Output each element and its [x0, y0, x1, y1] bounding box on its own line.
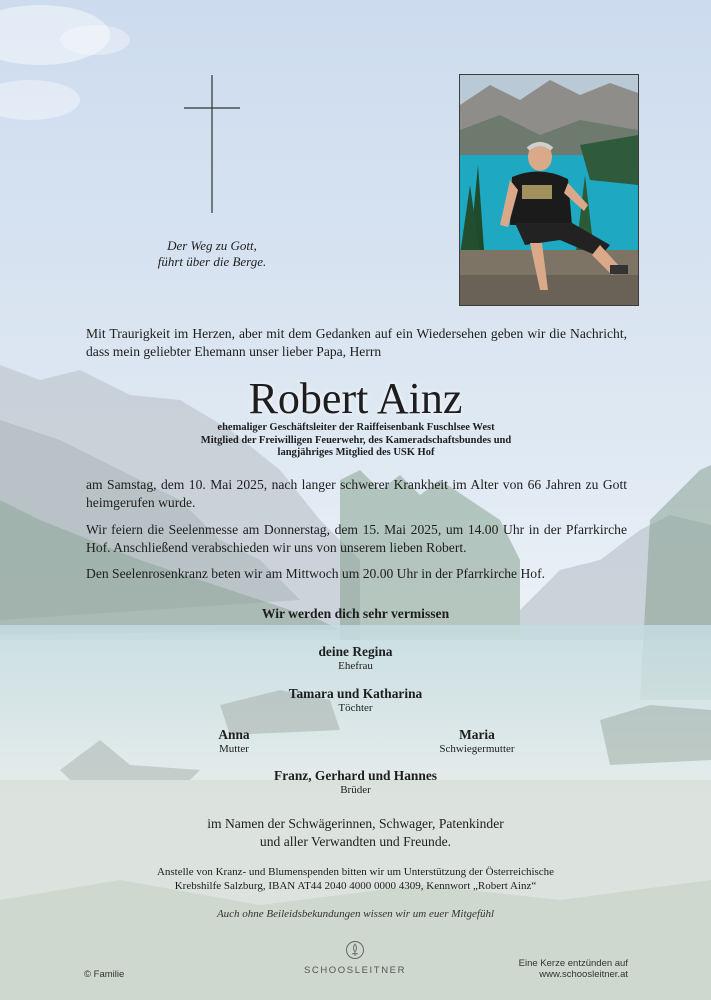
funeral-home-logo	[290, 940, 420, 976]
role-line-3: langjähriges Mitglied des USK Hof	[277, 447, 435, 458]
deceased-name: Robert Ainz	[248, 374, 463, 423]
portrait-photo	[459, 74, 639, 306]
mother-in-law-role: Schwiegermutter	[439, 743, 515, 755]
brothers-name: Franz, Gerhard und Hannes	[274, 768, 437, 783]
motto-line-2: führt über die Berge.	[157, 254, 267, 269]
mother-in-law-name: Maria	[459, 727, 495, 742]
family-brothers	[0, 768, 711, 797]
no-condolences-note: Auch ohne Beileidsbekundungen wissen wir um euer Mitgefühl	[216, 908, 495, 920]
closing-line-1: im Namen der Schwägerinnen, Schwager, Patenkinder	[207, 816, 504, 831]
death-paragraph: am Samstag, dem 10. Mai 2025, nach langer schwerer Krankheit im Alter von 66 Jahren zu Gott heimgerufen wurde.	[86, 477, 627, 510]
mother-name: Anna	[218, 727, 250, 742]
motto	[120, 238, 304, 270]
mass-paragraph: Wir feiern die Seelenmesse am Donnerstag, dem 15. Mai 2025, um 14.00 Uhr in der Pfarrkirche Hof. Anschließend verabschieden wir uns von unserem lieben Robert.	[86, 522, 627, 555]
logo-text: SCHOOSLEITNER	[303, 965, 407, 976]
role-line-1: ehemaliger Geschäftsleiter der Raiffeisenbank Fuschlsee West	[217, 422, 495, 433]
flower-icon	[345, 940, 365, 960]
donation-line-1: Anstelle von Kranz- und Blumenspenden bitten wir um Unterstützung der Österreichische	[156, 866, 555, 878]
motto-line-1: Der Weg zu Gott,	[167, 238, 257, 253]
family-mother-in-law	[417, 727, 537, 756]
family-mother	[184, 727, 284, 756]
daughters-name: Tamara und Katharina	[288, 686, 423, 701]
intro-text: Mit Traurigkeit im Herzen, aber mit dem Gedanken auf ein Wiedersehen geben wir die Nachricht, dass mein geliebter Ehemann unser lieber Papa, Herrn	[86, 326, 627, 359]
brothers-role: Brüder	[340, 784, 371, 796]
role-line-2: Mitglied der Freiwilligen Feuerwehr, des Kameradschaftsbundes und	[200, 434, 512, 446]
family-wife	[0, 644, 711, 673]
miss-heading: Wir werden dich sehr vermissen	[261, 606, 450, 621]
deceased-roles	[130, 422, 582, 460]
candle-url[interactable]: www.schoosleitner.at	[539, 969, 628, 980]
family-daughters	[0, 686, 711, 715]
mother-role: Mutter	[219, 743, 249, 755]
rosary-paragraph: Den Seelenrosenkranz beten wir am Mittwoch um 20.00 Uhr in der Pfarrkirche Hof.	[86, 566, 546, 581]
wife-role: Ehefrau	[338, 660, 373, 672]
donation-notice	[100, 865, 611, 893]
daughters-role: Töchter	[338, 702, 373, 714]
cross-icon	[184, 75, 240, 213]
candle-line-1: Eine Kerze entzünden auf	[518, 958, 628, 969]
wife-name: deine Regina	[318, 644, 393, 659]
donation-line-2: Krebshilfe Salzburg, IBAN AT44 2040 4000 0000 4309, Kennwort „Robert Ainz“	[174, 880, 537, 892]
closing-line-2: und aller Verwandten und Freunde.	[259, 834, 452, 849]
closing-text	[0, 815, 711, 851]
copyright-text: © Familie	[84, 969, 125, 980]
candle-link[interactable]	[490, 958, 628, 980]
portrait-illustration	[460, 75, 638, 305]
